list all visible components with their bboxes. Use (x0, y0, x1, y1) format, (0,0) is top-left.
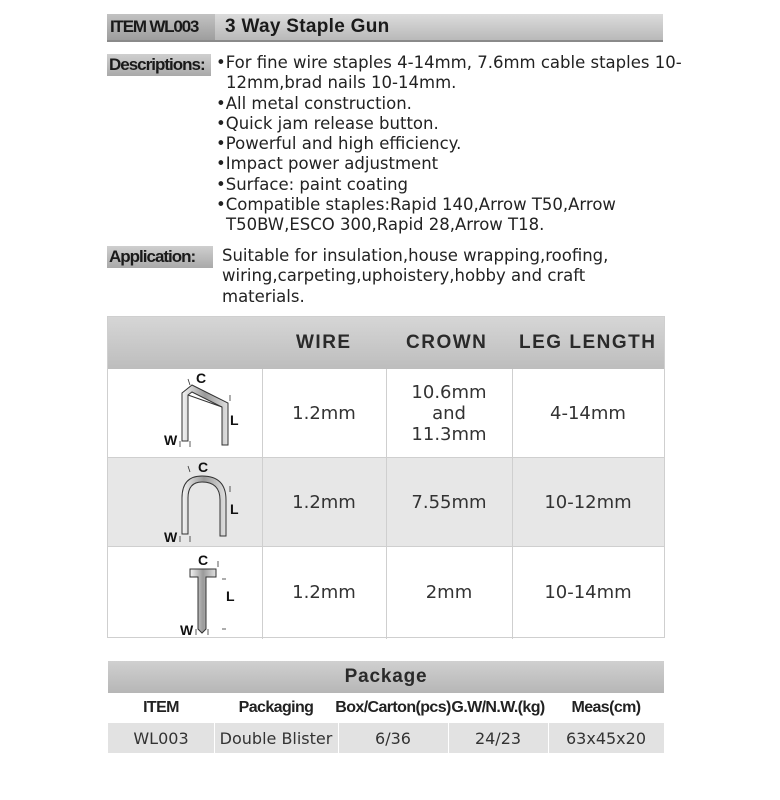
round-staple-icon (130, 460, 240, 544)
wire-header: WIRE (296, 332, 352, 353)
column-divider (512, 369, 513, 639)
product-header (107, 14, 663, 42)
column-divider (214, 723, 215, 753)
package-header-cell: Packaging (238, 699, 314, 716)
wire-label: W (180, 621, 194, 637)
leg-label: L (230, 501, 239, 517)
crown-header: CROWN (406, 332, 488, 353)
wire-cell: 1.2mm (292, 491, 356, 513)
crown-cell: 7.55mm (411, 491, 487, 513)
package-cell: 6/36 (375, 728, 411, 748)
crown-label: C (198, 551, 209, 568)
description-item: •Compatible staples:Rapid 140,Arrow T50,Arrow T50BW,ESCO 300,Rapid 28,Arrow T18. (216, 195, 616, 235)
package-header-cell: Meas(cm) (571, 699, 641, 716)
description-item: •Quick jam release button. (216, 113, 439, 133)
flat-staple-icon (130, 371, 240, 455)
column-divider (262, 369, 263, 639)
description-item: •For fine wire staples 4-14mm, 7.6mm cable staples 10-12mm,brad nails 10-14mm. (216, 53, 682, 93)
package-header-row (108, 693, 664, 723)
description-item: •Surface: paint coating (216, 174, 408, 194)
brad-nail-icon (130, 549, 240, 637)
staple-diagram-cell (108, 458, 262, 546)
crown-label: C (198, 460, 209, 475)
description-item: •All metal construction. (216, 93, 412, 113)
package-header-cell: ITEM (143, 699, 179, 716)
package-data-row (108, 723, 664, 753)
leg-label: L (230, 412, 239, 428)
staple-diagram-cell (108, 369, 262, 457)
column-divider (386, 369, 387, 639)
application-text: Suitable for insulation,house wrapping,roofing, wiring,carpeting,uphoistery,hobby and craft materials. (222, 246, 609, 306)
leg-length-cell: 10-12mm (544, 491, 632, 513)
package-title: Package (108, 661, 664, 693)
descriptions-list (216, 53, 686, 236)
spec-table-header (108, 317, 664, 369)
wire-cell: 1.2mm (292, 582, 356, 603)
product-title: 3 Way Staple Gun (225, 16, 390, 37)
package-cell: Double Blister (219, 728, 333, 748)
crown-value-line: 10.6mm (411, 381, 487, 403)
package-cell: WL003 (133, 728, 189, 748)
leg-length-header: LEG LENGTH (519, 332, 657, 353)
leg-length-cell: 10-14mm (544, 582, 632, 603)
column-divider (448, 723, 449, 753)
descriptions-label: Descriptions: (107, 54, 211, 76)
wire-label: W (164, 432, 178, 448)
staple-spec-table (107, 316, 665, 638)
leg-length-cell: 4-14mm (550, 402, 626, 424)
crown-label: C (196, 371, 207, 386)
crown-cell (386, 369, 512, 457)
package-header-cell: G.W/N.W.(kg) (451, 699, 545, 716)
wire-cell: 1.2mm (292, 402, 356, 424)
package-table (108, 661, 664, 753)
description-item: •Powerful and high efficiency. (216, 134, 462, 154)
package-header-cell: Box/Carton(pcs) (335, 699, 451, 716)
description-item: •Impact power adjustment (216, 154, 439, 174)
crown-cell: 2mm (425, 582, 473, 603)
staple-diagram-cell (108, 547, 262, 638)
wire-label: W (164, 529, 178, 544)
crown-value-line: and (432, 402, 466, 424)
column-divider (548, 723, 549, 753)
column-divider (338, 723, 339, 753)
leg-label: L (226, 587, 235, 604)
application-label: Application: (107, 246, 213, 268)
crown-value-line: 11.3mm (411, 423, 487, 445)
item-code: ITEM WL003 (107, 14, 215, 40)
package-cell: 63x45x20 (565, 728, 646, 748)
package-cell: 24/23 (474, 728, 522, 748)
